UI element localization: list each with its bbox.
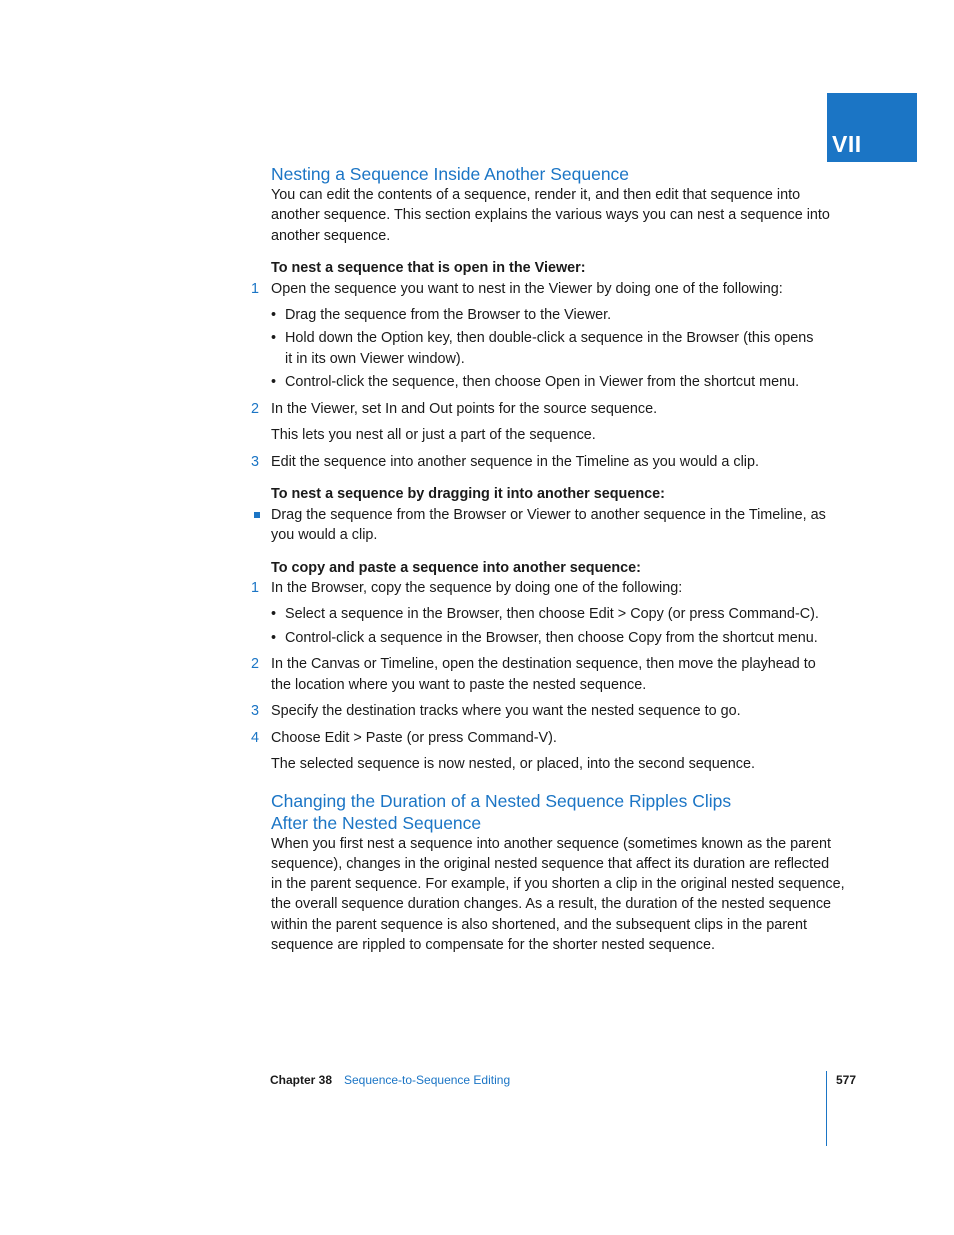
task-label: To nest a sequence by dragging it into another sequence: <box>271 486 665 502</box>
task-item: you would a clip. <box>271 527 378 543</box>
body-line: within the parent sequence is also shortened, and the subsequent clips in the parent <box>271 917 808 933</box>
body-line: the overall sequence duration changes. As a result, the duration of the nested sequence <box>271 896 832 912</box>
step-text: In the Canvas or Timeline, open the destination sequence, then move the playhead to <box>271 656 816 672</box>
bullet-mark: • <box>271 330 277 346</box>
step-text: Choose Edit > Paste (or press Command-V). <box>271 730 557 746</box>
step-text: Specify the destination tracks where you want the nested sequence to go. <box>271 703 741 719</box>
bullet-mark: • <box>271 374 277 390</box>
step-note: This lets you nest all or just a part of the sequence. <box>271 427 596 443</box>
step-number: 1 <box>251 281 260 297</box>
section-heading: Changing the Duration of a Nested Sequence Ripples Clips <box>271 791 732 811</box>
footer-divider <box>826 1071 827 1146</box>
step-number: 3 <box>251 454 260 470</box>
step-note: The selected sequence is now nested, or placed, into the second sequence. <box>271 756 756 772</box>
task-label: To copy and paste a sequence into another sequence: <box>271 560 641 576</box>
bullet-text: it in its own Viewer window). <box>285 351 465 367</box>
step-text: Edit the sequence into another sequence in the Timeline as you would a clip. <box>271 454 759 470</box>
body-line: sequence are rippled to compensate for the shorter nested sequence. <box>271 937 715 953</box>
bullet-text: Drag the sequence from the Browser to the Viewer. <box>285 307 612 323</box>
step-number: 3 <box>251 703 260 719</box>
bullet-mark: • <box>271 307 277 323</box>
bullet-mark: • <box>271 606 277 622</box>
step-number: 2 <box>251 401 260 417</box>
square-bullet-icon <box>254 512 260 518</box>
bullet-text: Control-click a sequence in the Browser, then choose Copy from the shortcut menu. <box>285 630 818 646</box>
footer-chapter-title: Sequence-to-Sequence Editing <box>344 1073 511 1087</box>
intro-line: another sequence. <box>271 228 391 244</box>
body-line: sequence), changes in the original nested sequence that affect its duration are reflected <box>271 856 830 872</box>
bullet-text: Hold down the Option key, then double-click a sequence in the Browser (this opens <box>285 330 814 346</box>
body-line: in the parent sequence. For example, if you shorten a clip in the original nested sequence, <box>271 876 845 892</box>
part-tab: VII <box>827 93 917 162</box>
footer-chapter: Chapter 38 <box>270 1073 333 1087</box>
step-number: 2 <box>251 656 260 672</box>
page-number: 577 <box>836 1073 857 1087</box>
step-text: the location where you want to paste the nested sequence. <box>271 677 647 693</box>
task-item: Drag the sequence from the Browser or Viewer to another sequence in the Timeline, as <box>271 507 826 523</box>
task-label: To nest a sequence that is open in the Viewer: <box>271 260 586 276</box>
bullet-text: Control-click the sequence, then choose Open in Viewer from the shortcut menu. <box>285 374 800 390</box>
intro-line: another sequence. This section explains the various ways you can nest a sequence into <box>271 207 830 223</box>
step-text: In the Viewer, set In and Out points for the source sequence. <box>271 401 658 417</box>
intro-line: You can edit the contents of a sequence, render it, and then edit that sequence into <box>271 187 801 203</box>
section-heading: After the Nested Sequence <box>271 813 482 833</box>
body-line: When you first nest a sequence into another sequence (sometimes known as the parent <box>271 836 831 852</box>
bullet-mark: • <box>271 630 277 646</box>
bullet-text: Select a sequence in the Browser, then choose Edit > Copy (or press Command-C). <box>285 606 819 622</box>
step-text: In the Browser, copy the sequence by doing one of the following: <box>271 580 683 596</box>
step-number: 4 <box>251 730 260 746</box>
section-heading: Nesting a Sequence Inside Another Sequence <box>271 164 630 184</box>
step-number: 1 <box>251 580 260 596</box>
step-text: Open the sequence you want to nest in the Viewer by doing one of the following: <box>271 281 783 297</box>
